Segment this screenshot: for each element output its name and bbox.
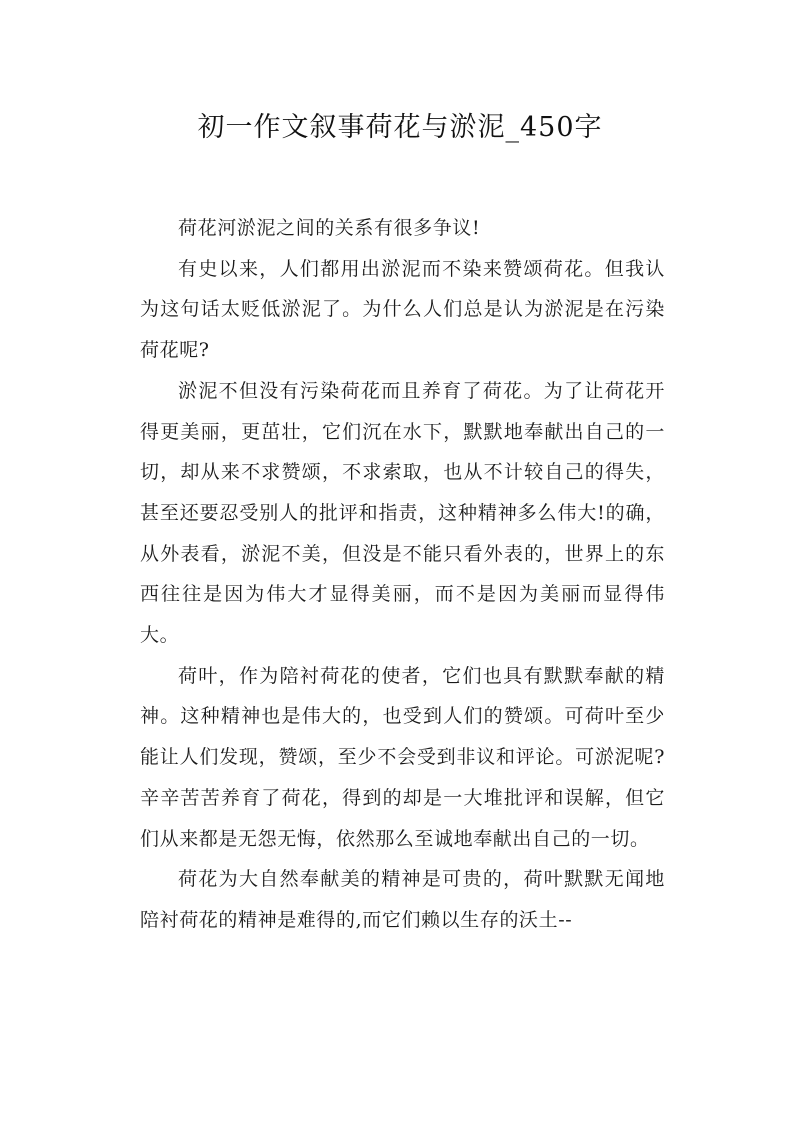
document-body bbox=[140, 208, 665, 941]
paragraph: 荷花为大自然奉献美的精神是可贵的，荷叶默默无闻地陪衬荷花的精神是难得的,而它们赖以生存的沃土-- bbox=[140, 868, 665, 931]
paragraph: 荷花河淤泥之间的关系有很多争议! bbox=[178, 217, 481, 239]
paragraph: 有史以来，人们都用出淤泥而不染来赞颂荷花。但我认为这句话太贬低淤泥了。为什么人们总是认为淤泥是在污染荷花呢? bbox=[140, 257, 665, 362]
paragraph: 荷叶，作为陪衬荷花的使者，它们也具有默默奉献的精神。这种精神也是伟大的，也受到人们的赞颂。可荷叶至少能让人们发现，赞颂，至少不会受到非议和评论。可淤泥呢?辛辛苦苦养育了荷花，得到的却是一大堆批评和误解，但它们从来都是无怨无悔，依然那么至诚地奉献出自己的一切。 bbox=[140, 664, 665, 850]
paragraph: 淤泥不但没有污染荷花而且养育了荷花。为了让荷花开得更美丽，更茁壮，它们沉在水下，默默地奉献出自己的一切，却从来不求赞颂，不求索取，也从不计较自己的得失，甚至还要忍受别人的批评和指责，这种精神多么伟大!的确，从外表看，淤泥不美，但没是不能只看外表的，世界上的东西往往是因为伟大才显得美丽，而不是因为美丽而显得伟大。 bbox=[140, 379, 665, 647]
document-title: 初一作文叙事荷花与淤泥_450字 bbox=[197, 112, 603, 143]
